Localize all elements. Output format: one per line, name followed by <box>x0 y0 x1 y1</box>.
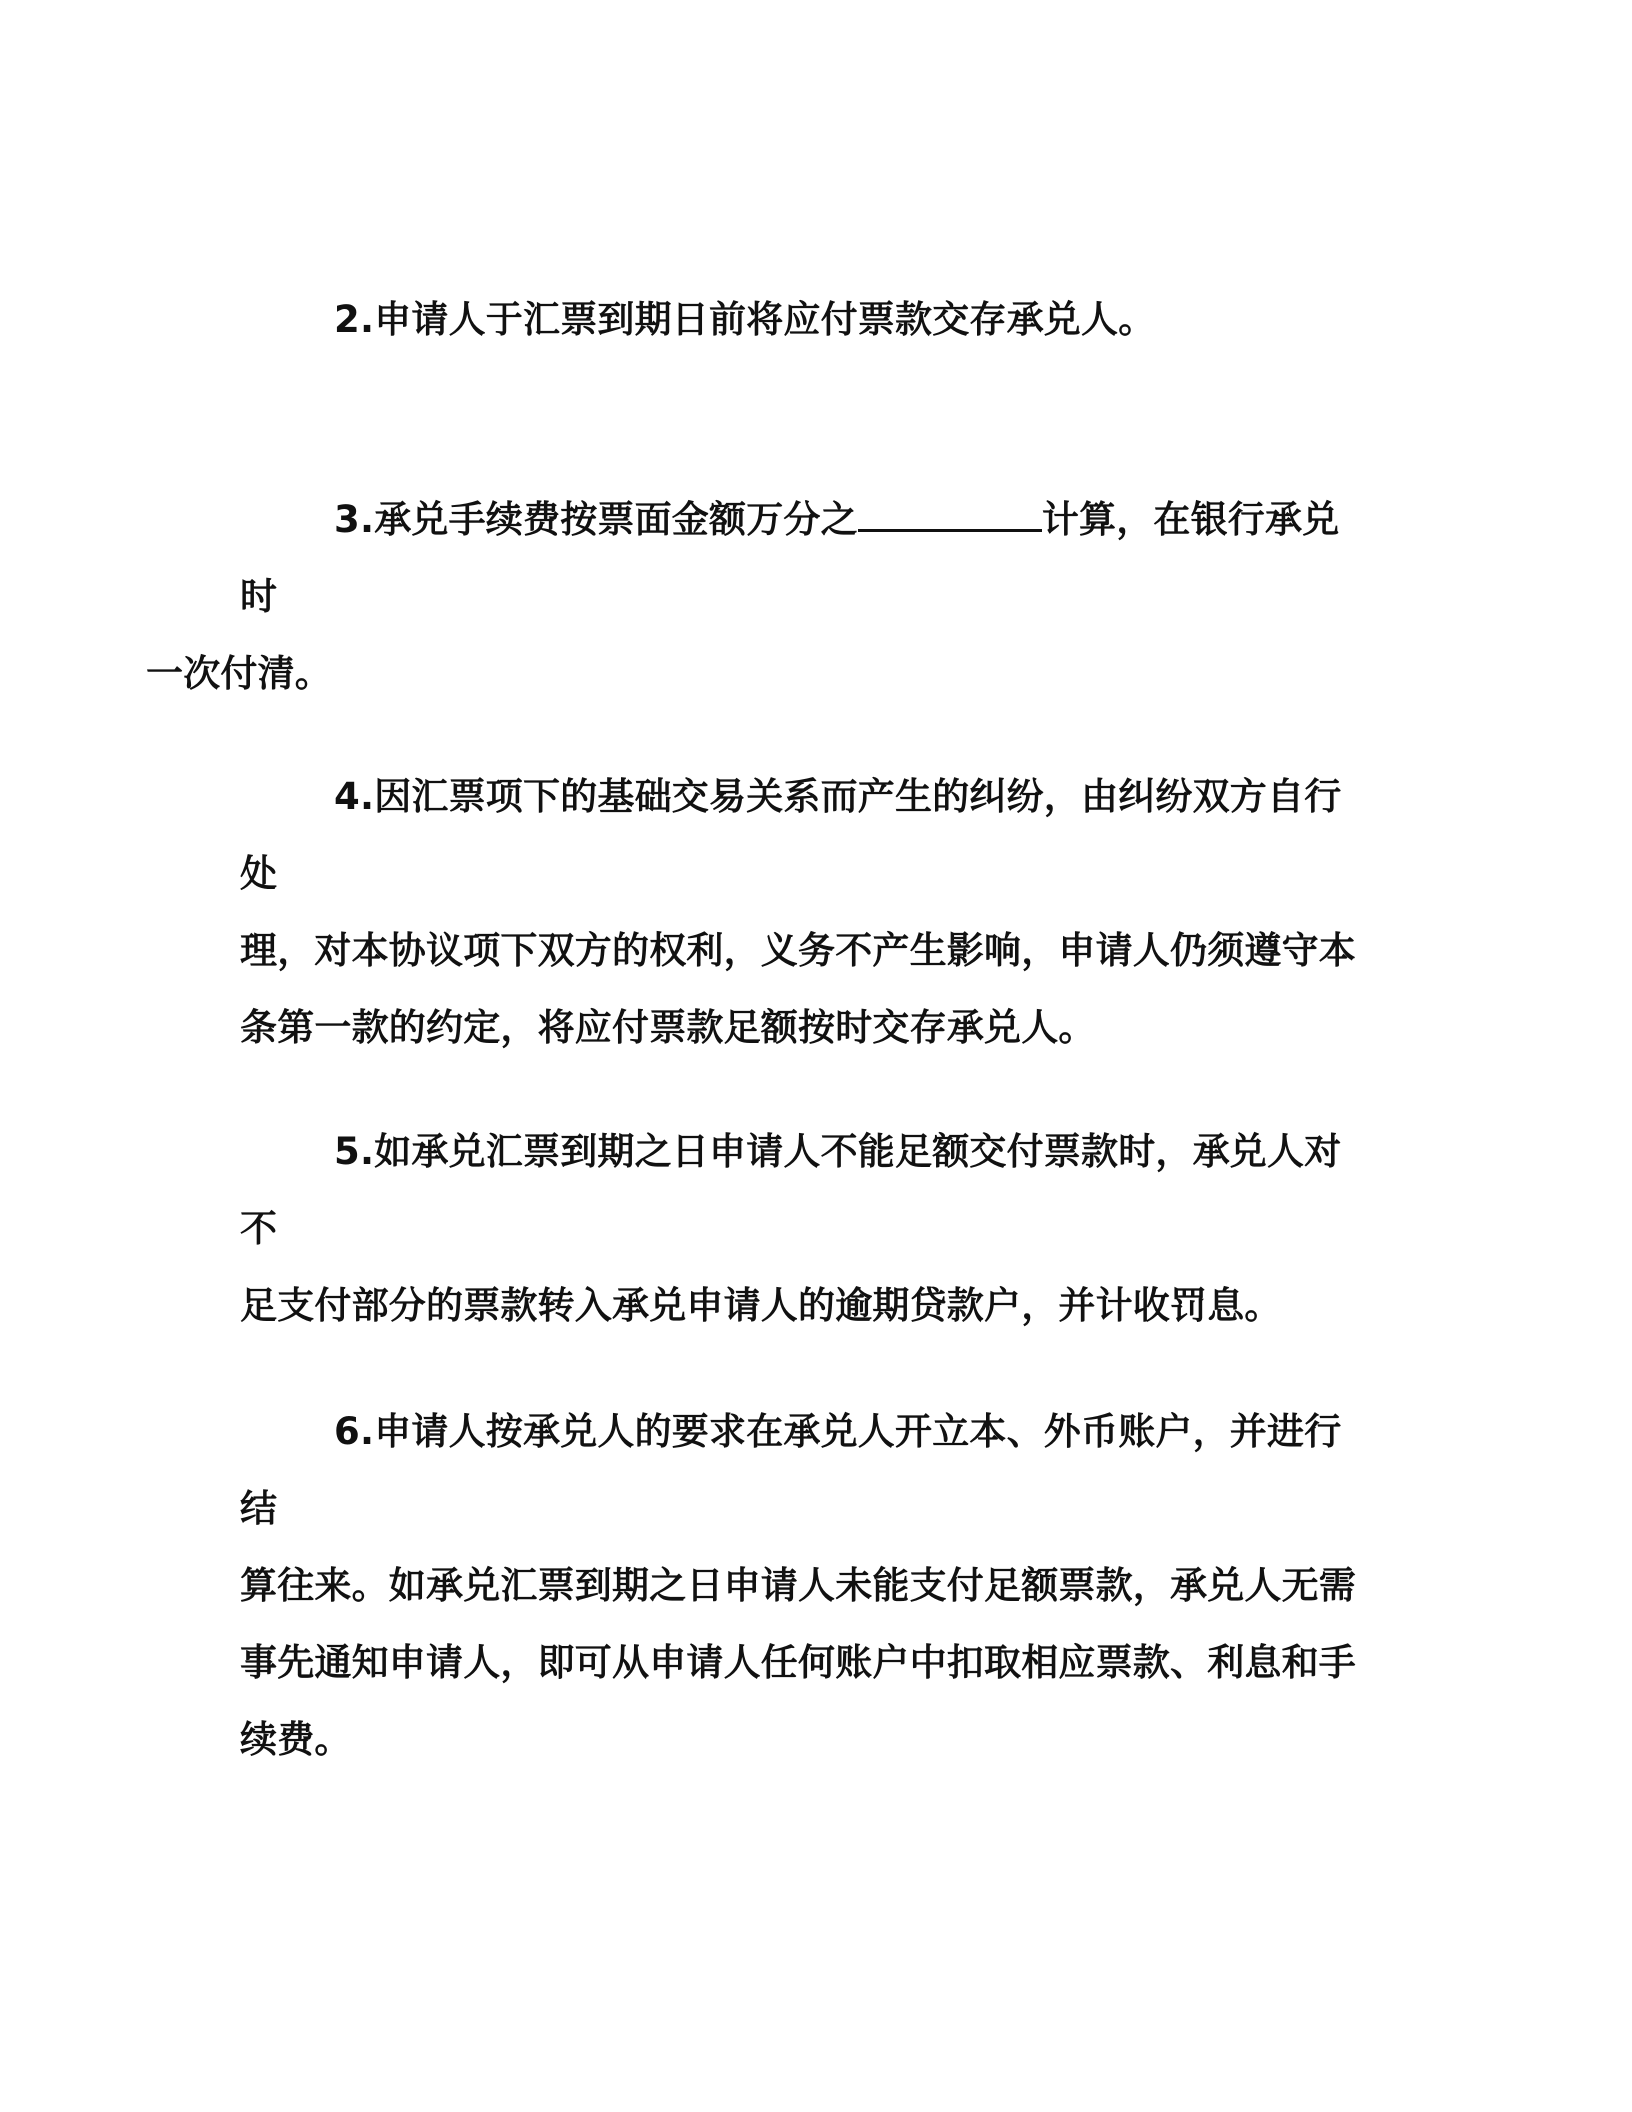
clause-6-line-2: 算往来。如承兑汇票到期之日申请人未能支付足额票款，承兑人无需 <box>240 1564 1356 1607</box>
clause-3-text-after-blank: 计算，在银行承兑时 <box>240 498 1340 618</box>
clause-5-line-1: 5.如承兑汇票到期之日申请人不能足额交付票款时，承兑人对不 <box>240 1130 1342 1250</box>
clause-3 <box>146 481 1370 712</box>
clause-4 <box>240 758 1370 1066</box>
clause-6-line-1: 6.申请人按承兑人的要求在承兑人开立本、外币账户，并进行结 <box>240 1410 1342 1530</box>
clause-4-line-1: 4.因汇票项下的基础交易关系而产生的纠纷，由纠纷双方自行处 <box>240 775 1342 895</box>
clause-2-line-1: 2.申请人于汇票到期日前将应付票款交存承兑人。 <box>334 298 1156 341</box>
clause-6-line-4: 续费。 <box>240 1718 352 1761</box>
clause-2 <box>240 281 1370 358</box>
fee-rate-blank <box>858 499 1042 532</box>
clause-6 <box>240 1393 1370 1778</box>
clause-5 <box>240 1113 1370 1344</box>
clause-4-line-2: 理，对本协议项下双方的权利，义务不产生影响，申请人仍须遵守本 <box>240 929 1356 972</box>
clause-5-line-2: 足支付部分的票款转入承兑申请人的逾期贷款户，并计收罚息。 <box>240 1284 1282 1327</box>
clause-4-line-3: 条第一款的约定，将应付票款足额按时交存承兑人。 <box>240 1006 1096 1049</box>
clause-3-text-before-blank: 3.承兑手续费按票面金额万分之 <box>334 498 858 541</box>
clause-6-line-3: 事先通知申请人，即可从申请人任何账户中扣取相应票款、利息和手 <box>240 1641 1356 1684</box>
clause-3-continuation: 一次付清。 <box>146 652 332 695</box>
